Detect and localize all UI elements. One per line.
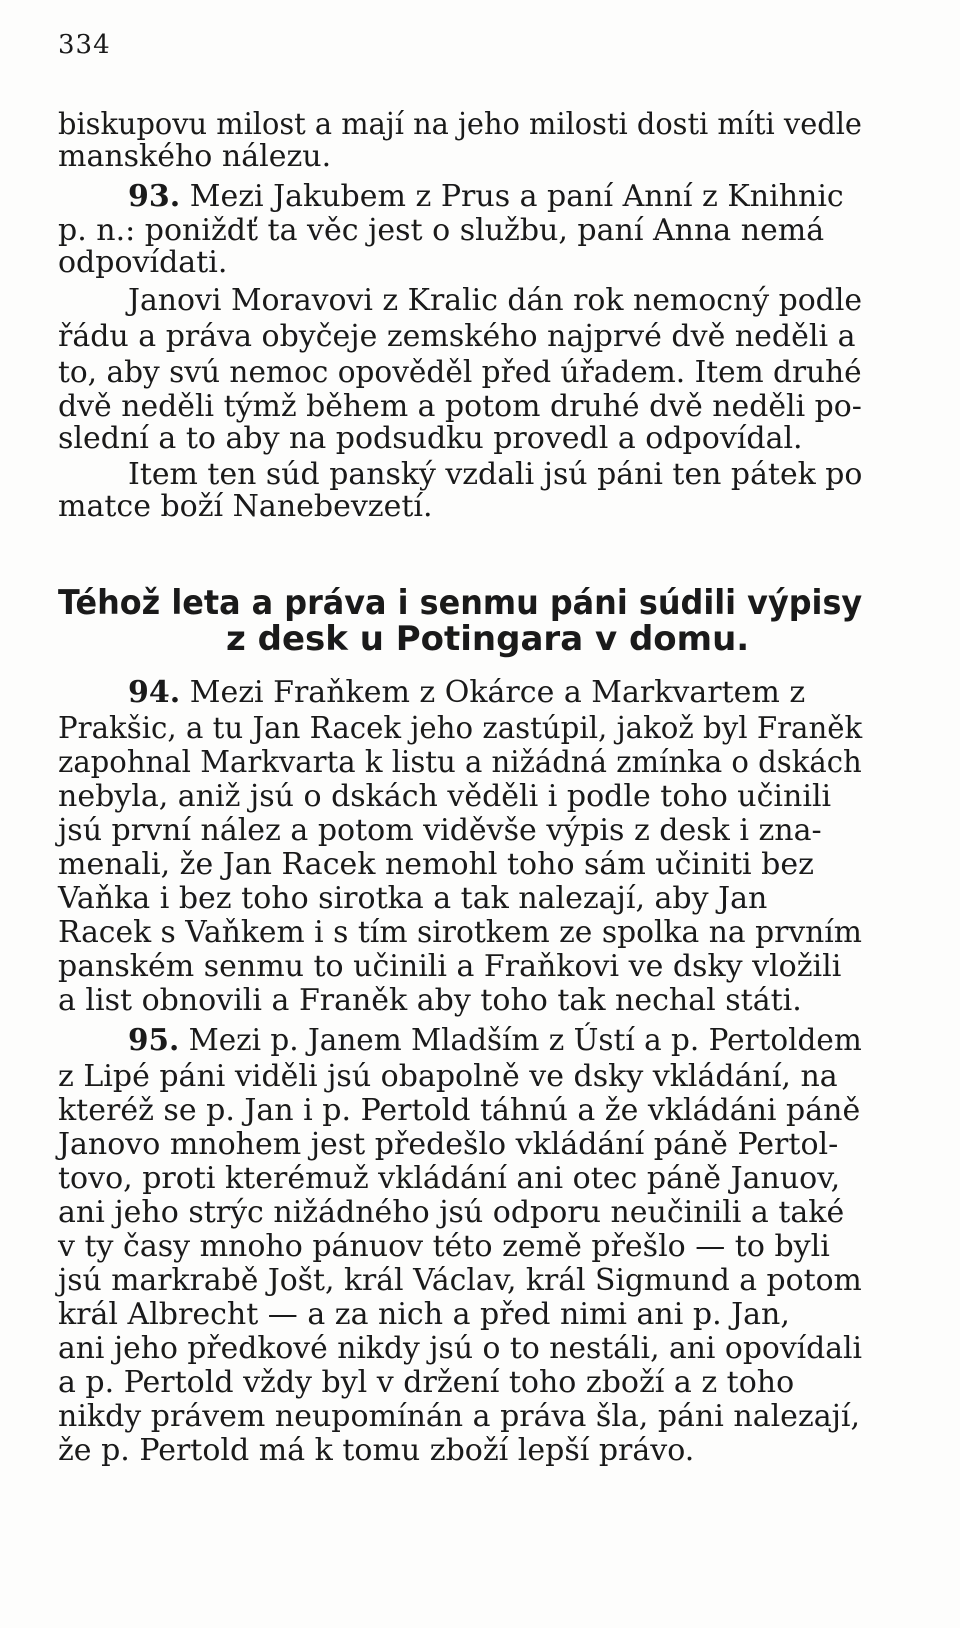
- paragraph-number: 93.: [128, 179, 181, 214]
- text-line: Janovo mnohem jest předešlo vkládání páně Pertol-: [58, 1127, 839, 1162]
- text-line: ani jeho předkové nikdy jsú o to nestáli, ani opovídali: [58, 1331, 863, 1366]
- text-line: Item ten súd panský vzdali jsú páni ten pátek po: [128, 457, 863, 492]
- page-number: 334: [58, 30, 111, 60]
- section-heading-line-1: Téhož leta a práva i senmu páni súdili výpisy: [58, 583, 863, 623]
- text-line: zapohnal Markvarta k listu a nižádná zmínka o dskách: [58, 745, 862, 780]
- text-line: že p. Pertold má k tomu zboží lepší právo.: [58, 1433, 695, 1468]
- text-line: nebyla, aniž jsú o dskách věděli i podle toho učinili: [58, 779, 832, 814]
- paragraph-95-first-line: [128, 1024, 862, 1058]
- text-line: dvě neděli týmž během a potom druhé dvě neděli po-: [58, 389, 862, 424]
- paragraph-93-first-line: [128, 180, 844, 214]
- paragraph-94-first-line: [128, 676, 805, 710]
- text-line: nikdy právem neupomínán a práva šla, páni nalezají,: [58, 1399, 861, 1434]
- text-line: Racek s Vaňkem i s tím sirotkem ze spolka na prvním: [58, 915, 863, 950]
- text-line: jsú první nález a potom viděvše výpis z desk i zna-: [58, 813, 822, 848]
- text-line: panském senmu to učinili a Fraňkovi ve dsky vložili: [58, 949, 842, 984]
- text-span: Mezi Jakubem z Prus a paní Anní z Knihnic: [180, 179, 844, 214]
- text-line: z Lipé páni viděli jsú obapolně ve dsky vkládání, na: [58, 1059, 838, 1094]
- text-line: v ty časy mnoho pánuov této země přešlo — to byli: [58, 1229, 830, 1264]
- text-line: odpovídati.: [58, 245, 228, 280]
- text-line: kteréž se p. Jan i p. Pertold táhnú a že vkládáni páně: [58, 1093, 861, 1128]
- text-line: Janovi Moravovi z Kralic dán rok nemocný podle: [128, 283, 863, 318]
- text-line: Vaňka i bez toho sirotka a tak nalezají, aby Jan: [58, 881, 768, 916]
- text-line: p. n.: poniždť ta věc jest o službu, paní Anna nemá: [58, 213, 825, 248]
- text-line: řádu a práva obyčeje zemského najprvé dvě neděli a: [58, 319, 856, 354]
- text-line: a p. Pertold vždy byl v držení toho zboží a z toho: [58, 1365, 795, 1400]
- text-span: Mezi p. Janem Mladším z Ústí a p. Pertoldem: [179, 1023, 862, 1058]
- text-line: Prakšic, a tu Jan Racek jeho zastúpil, jakož byl Franěk: [58, 711, 863, 746]
- text-line: biskupovu milost a mají na jeho milosti dosti míti vedle: [58, 107, 862, 142]
- text-line: tovo, proti kterémuž vkládání ani otec páně Januov,: [58, 1161, 841, 1196]
- paragraph-number: 94.: [128, 675, 181, 710]
- text-line: král Albrecht — a za nich a před nimi ani p. Jan,: [58, 1297, 790, 1332]
- text-line: menali, že Jan Racek nemohl toho sám učiniti bez: [58, 847, 814, 882]
- text-line: manského nálezu.: [58, 139, 332, 174]
- text-line: a list obnovili a Franěk aby toho tak nechal státi.: [58, 983, 802, 1018]
- text-line: to, aby svú nemoc opověděl před úřadem. Item druhé: [58, 355, 862, 390]
- section-heading-line-2: z desk u Potingara v domu.: [226, 619, 750, 659]
- text-line: jsú markrabě Jošt, král Václav, král Sigmund a potom: [58, 1263, 862, 1298]
- paragraph-number: 95.: [128, 1023, 180, 1058]
- text-line: matce boží Nanebevzetí.: [58, 489, 433, 524]
- text-line: slední a to aby na podsudku provedl a odpovídal.: [58, 421, 803, 456]
- text-span: Mezi Fraňkem z Okárce a Markvartem z: [180, 675, 806, 710]
- text-line: ani jeho strýc nižádného jsú odporu neučinili a také: [58, 1195, 845, 1230]
